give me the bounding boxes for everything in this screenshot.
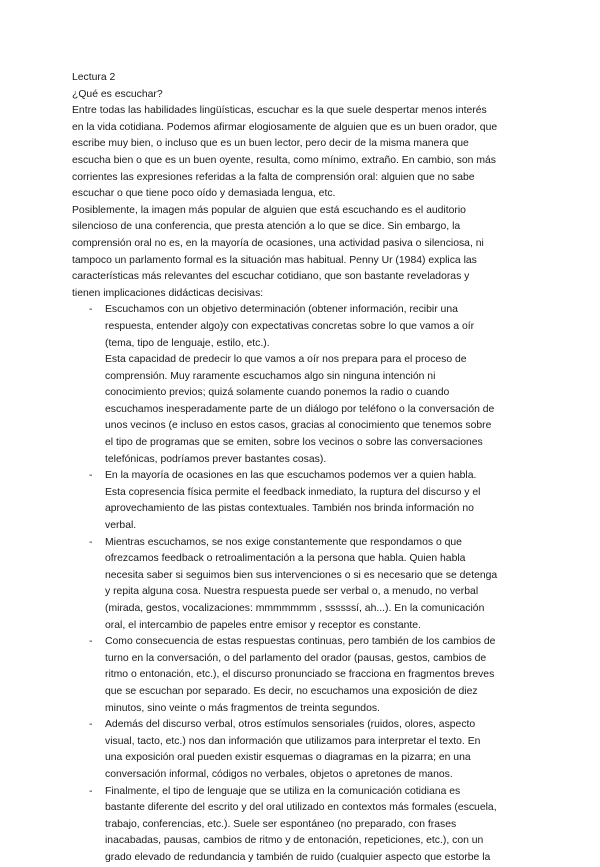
bullet-line: respuesta, entender algo)y con expectativas concretas sobre lo que vamos a oír [105, 320, 475, 332]
paragraph-line: tampoco un parlamento formal es la situación mas habitual. Penny Ur (1984) explica las [72, 254, 477, 266]
bullet-line: Como consecuencia de estas respuestas continuas, pero también de los cambios de [105, 636, 496, 648]
bullet-line: comprensión. Muy raramente escuchamos algo sin ninguna intención ni [105, 370, 436, 382]
paragraph-line: en la vida cotidiana. Podemos afirmar elogiosamente de alguien que es un buen orador, que [72, 121, 498, 133]
paragraph-line: características más relevantes del escuchar cotidiano, que son bastante reveladoras y [72, 271, 470, 283]
bullet-line: que se escuchan por separado. Es decir, no escuchamos una exposición de diez [105, 685, 478, 697]
document-content [72, 70, 530, 867]
bullet-line: turno en la conversación, o del parlamento del orador (pausas, gestos, cambios de [105, 652, 487, 664]
paragraph-line: Entre todas las habilidades lingüísticas, escuchar es la que suele despertar menos interés [72, 105, 487, 117]
bullet-dash: - [89, 536, 93, 548]
bullet-list [72, 302, 530, 866]
bullet-line: ritmo o entonación, etc.), el discurso pronunciado se fracciona en fragmentos breves [105, 669, 495, 681]
paragraph-line: silencioso de una conferencia, que presta atención a lo que se dice. Sin embargo, la [72, 221, 461, 233]
list-item [72, 717, 530, 783]
bullet-line: ofrezcamos feedback o retroalimentación a la persona que habla. Quien habla [105, 553, 466, 565]
list-item [72, 302, 530, 468]
bullet-dash: - [89, 470, 93, 482]
bullet-line: unos vecinos (e incluso en estos casos, gracias al conocimiento que tenemos sobre [105, 420, 492, 432]
bullet-line: telefónicas, podríamos prever bastantes cosas). [105, 453, 327, 465]
bullet-line: En la mayoría de ocasiones en las que escuchamos podemos ver a quien habla. [105, 470, 477, 482]
bullet-line: minutos, sino veinte o más fragmentos de treinta segundos. [105, 702, 380, 714]
paragraph-line: Posiblemente, la imagen más popular de alguien que está escuchando es el auditorio [72, 204, 466, 216]
bullet-line: Escuchamos con un objetivo determinación (obtener información, recibir una [105, 304, 458, 316]
paragraph-listening-image [72, 203, 530, 303]
bullet-line: Esta copresencia física permite el feedback inmediato, la ruptura del discurso y el [105, 486, 481, 498]
bullet-dash: - [89, 304, 93, 316]
paragraph-intro [72, 103, 530, 203]
bullet-line: visual, tacto, etc.) nos dan información que utilizamos para interpretar el texto. En [105, 735, 481, 747]
paragraph-line: escucha bien o que es un buen oyente, resulta, como mínimo, extraño. En cambio, son más [72, 154, 496, 166]
bullet-line: escuchamos inesperadamente parte de un diálogo por teléfono o la conversación de [105, 403, 495, 415]
bullet-line: conversación informal, códigos no verbales, objetos o apretones de manos. [105, 768, 453, 780]
bullet-dash: - [89, 636, 93, 648]
bullet-line: y repita alguna cosa. Nuestra respuesta puede ser verbal o, a menudo, no verbal [105, 586, 479, 598]
bullet-line: Mientras escuchamos, se nos exige constantemente que respondamos o que [105, 536, 462, 548]
bullet-line: inacabadas, pausas, cambios de ritmo y de entonación, repeticiones, etc.), con un [105, 835, 484, 847]
bullet-line: conocimiento previos; quizá solamente cuando ponemos la radio o cuando [105, 387, 450, 399]
bullet-line: aprovechamiento de las pistas contextuales. También nos brinda información no [105, 503, 474, 515]
bullet-line: Además del discurso verbal, otros estímulos sensoriales (ruidos, olores, aspecto [105, 719, 476, 731]
paragraph-line: tienen implicaciones didácticas decisivas: [72, 287, 264, 299]
list-item [72, 468, 530, 534]
bullet-line: oral, el intercambio de papeles entre emisor y receptor es constante. [105, 619, 421, 631]
bullet-line: verbal. [105, 520, 137, 532]
bullet-line: una exposición oral pueden existir esquemas o diagramas en la pizarra; en una [105, 752, 471, 764]
document-title: Lectura 2 [72, 72, 116, 83]
list-item [72, 634, 530, 717]
bullet-line: Esta capacidad de predecir lo que vamos a oír nos prepara para el proceso de [105, 354, 467, 366]
bullet-line: grado elevado de redundancia y también de ruido (cualquier aspecto que estorbe la [105, 851, 491, 863]
bullet-line: (tema, tipo de lenguaje, estilo, etc.). [105, 337, 270, 349]
list-item [72, 784, 530, 867]
paragraph-line: corrientes las expresiones referidas a la falta de comprensión oral: alguien que no sabe [72, 171, 475, 183]
bullet-dash: - [89, 719, 93, 731]
document-subtitle: ¿Qué es escuchar? [72, 88, 163, 100]
paragraph-line: comprensión oral no es, en la mayoría de ocasiones, una actividad pasiva o silenciosa, ni [72, 237, 484, 249]
bullet-line: trabajo, conferencias, etc.). Suele ser espontáneo (no preparado, con frases [105, 818, 457, 830]
bullet-dash: - [89, 785, 93, 797]
bullet-line: necesita saber si seguimos bien sus intervenciones o si es necesario que se detenga [105, 569, 498, 581]
bullet-line: el tipo de programas que se emiten, sobre los vecinos o sobre las conversaciones [105, 437, 483, 449]
paragraph-line: escuchar o que tiene poco oído y demasiada lengua, etc. [72, 188, 336, 200]
bullet-line: bastante diferente del escrito y del oral utilizado en contextos más formales (escuela, [105, 802, 497, 814]
paragraph-line: escribe muy bien, o incluso que es un buen lector, pero decir de la misma manera que [72, 138, 469, 150]
list-item [72, 535, 530, 635]
bullet-line: Finalmente, el tipo de lenguaje que se utiliza en la comunicación cotidiana es [105, 785, 461, 797]
bullet-line: (mirada, gestos, vocalizaciones: mmmmmmm , ssssssí, ah...). En la comunicación [105, 603, 485, 614]
